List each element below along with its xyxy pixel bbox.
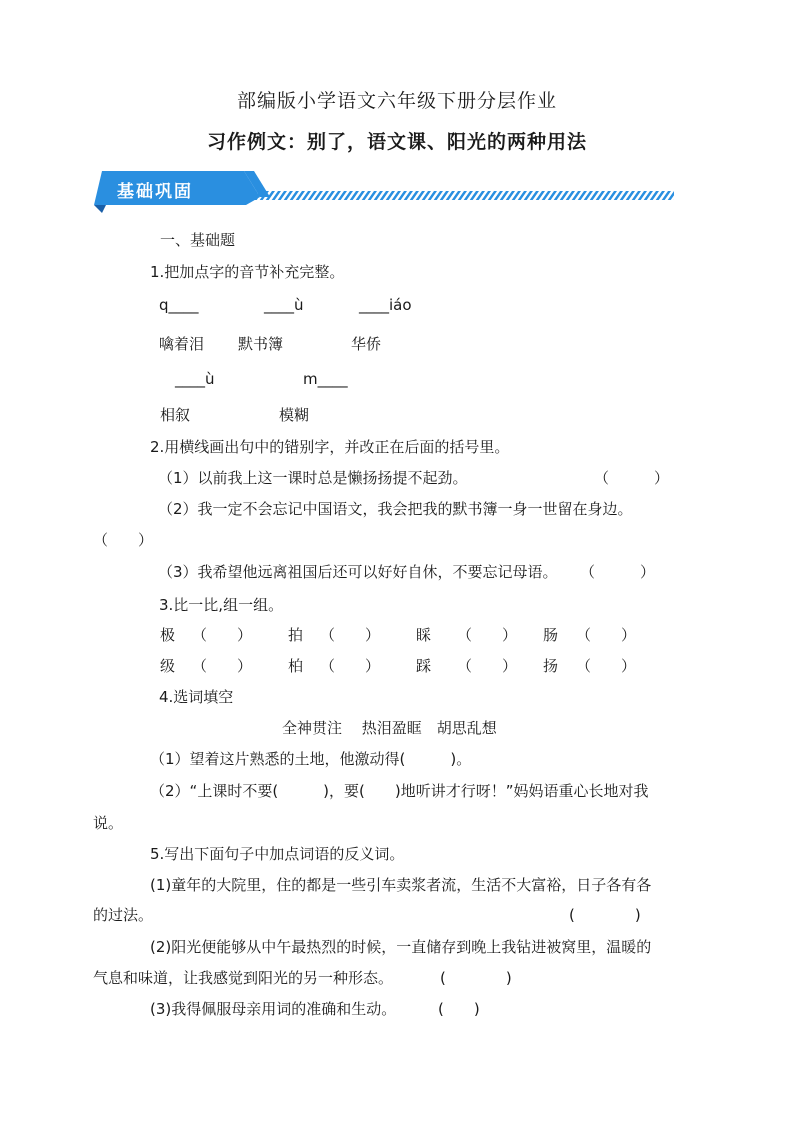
q3-blank: （ ） [457,626,518,644]
q1-word-1: 噙着泪 [159,335,205,353]
q3-char: 极 [160,626,176,644]
q1-word-4: 相叙 [160,406,191,424]
q3-char: 级 [160,657,176,675]
q3-blank: （ ） [576,626,637,644]
q2-blank-2: （ ） [93,531,154,549]
q4-item-2: （2）“上课时不要( )，要( )地听讲才行呀！”妈妈语重心长地对我 [150,782,649,800]
q3-char: 睬 [416,626,432,644]
q4-item-1: （1）望着这片熟悉的土地，他激动得( )。 [150,750,472,768]
q4-item-2-cont: 说。 [93,814,124,832]
q5-blank-1: ( ) [569,906,641,924]
q5-prompt: 5.写出下面句子中加点词语的反义词。 [150,845,405,863]
page-title: 习作例文：别了，语文课、阳光的两种用法 [206,131,587,153]
q1-pinyin-4: ____ù [175,370,215,388]
q4-options: 全神贯注 热泪盈眶 胡思乱想 [282,719,497,737]
q3-char: 拍 [288,626,304,644]
q5-item-3: (3)我得佩服母亲用词的准确和生动。 [150,1000,397,1018]
q3-char: 扬 [543,657,559,675]
q5-blank-3: ( ) [438,1000,480,1018]
series-title: 部编版小学语文六年级下册分层作业 [236,90,557,112]
q1-pinyin-3: ____iáo [359,296,412,314]
q1-word-2: 默书簿 [238,335,284,353]
q3-blank: （ ） [192,657,253,675]
q5-item-1-cont: 的过法。 [93,906,154,924]
q3-prompt: 3.比一比,组一组。 [159,596,284,614]
q3-blank: （ ） [192,626,253,644]
q5-blank-2: ( ) [440,969,512,987]
q3-blank: （ ） [576,657,637,675]
q2-item-2: （2）我一定不会忘记中国语文，我会把我的默书簿一身一世留在身边。 [158,500,633,518]
q5-item-2: (2)阳光便能够从中午最热烈的时候，一直储存到晚上我钻进被窝里，温暖的 [150,938,652,956]
q1-pinyin-2: ____ù [264,296,304,314]
q2-prompt: 2.用横线画出句中的错别字，并改正在后面的括号里。 [150,438,510,456]
q5-item-2-cont: 气息和味道，让我感觉到阳光的另一种形态。 [93,969,394,987]
section-label: 基础巩固 [117,182,193,202]
q5-item-1: (1)童年的大院里，住的都是一些引车卖浆者流，生活不大富裕，日子各有各 [150,876,652,894]
q2-item-1: （1）以前我上这一课时总是懒扬扬提不起劲。 [158,469,468,487]
q2-blank-3: （ ） [580,563,656,581]
q1-word-5: 模糊 [279,406,310,424]
q3-blank: （ ） [457,657,518,675]
q3-char: 踩 [416,657,432,675]
q1-word-3: 华侨 [351,335,382,353]
q3-char: 肠 [543,626,559,644]
q1-prompt: 1.把加点字的音节补充完整。 [150,263,345,281]
q2-item-3: （3）我希望他远离祖国后还可以好好自休，不要忘记母语。 [158,563,558,581]
q1-pinyin-5: m____ [303,370,348,388]
q3-blank: （ ） [320,657,381,675]
q3-char: 柏 [288,657,304,675]
q4-prompt: 4.选词填空 [159,688,234,706]
q3-blank: （ ） [320,626,381,644]
q1-pinyin-1: q____ [159,296,199,314]
q2-blank-1: （ ） [594,469,670,487]
part-heading: 一、基础题 [160,231,236,249]
